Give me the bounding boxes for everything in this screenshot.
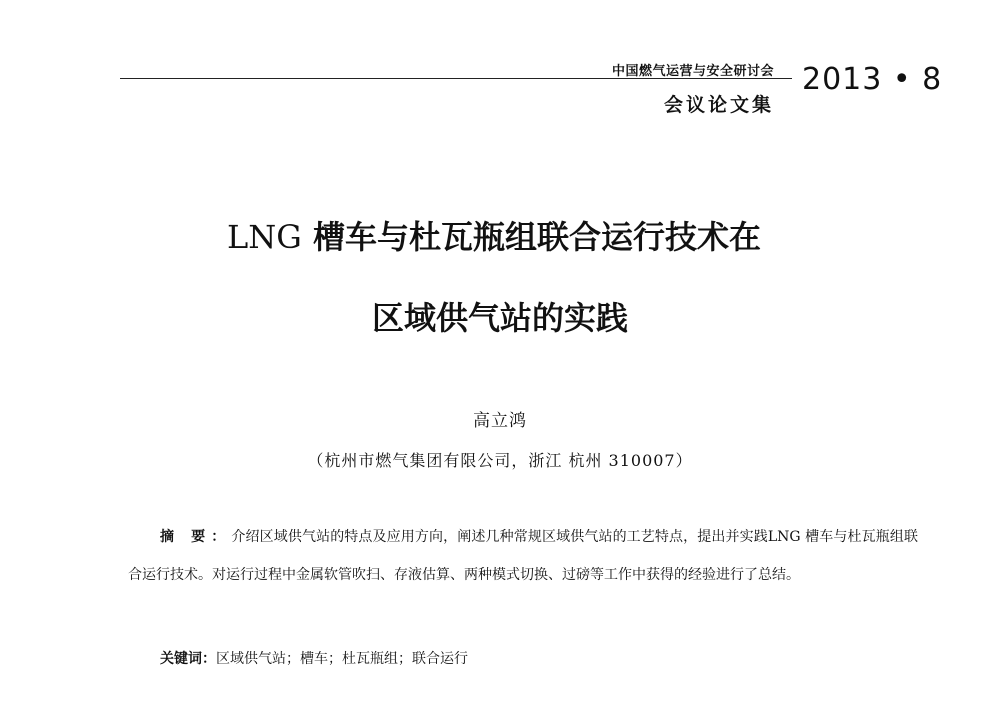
header-rule (120, 78, 792, 79)
paper-title-line-1 (0, 212, 994, 258)
abstract-label: 摘 要： (160, 529, 232, 545)
title-latin-part: LNG (227, 218, 302, 256)
collection-name: 会议论文集 (663, 94, 774, 116)
paper-title-line-2: 区域供气站的实践 (371, 299, 628, 337)
abstract (128, 518, 918, 594)
issue-date: 2013 • 8 (802, 62, 943, 97)
author-affiliation: （杭州市燃气集团有限公司，浙江 杭州 310007） (307, 451, 693, 470)
keywords (160, 648, 468, 668)
keywords-text: 区域供气站；槽车；杜瓦瓶组；联合运行 (216, 651, 468, 667)
keywords-label: 关键词： (160, 651, 216, 667)
title-cjk-part: 槽车与杜瓦瓶组联合运行技术在 (312, 218, 761, 256)
conference-name: 中国燃气运营与安全研讨会 (611, 64, 774, 79)
abstract-text: 介绍区域供气站的特点及应用方向，阐述几种常规区域供气站的工艺特点，提出并实践LNG 槽车与杜瓦瓶组联合运行技术。对运行过程中金属软管吹扫、存液估算、两种模式切换、过磅等工作中获得的经验进行了总结。 (128, 529, 918, 583)
author-name: 高立鸿 (473, 411, 527, 431)
